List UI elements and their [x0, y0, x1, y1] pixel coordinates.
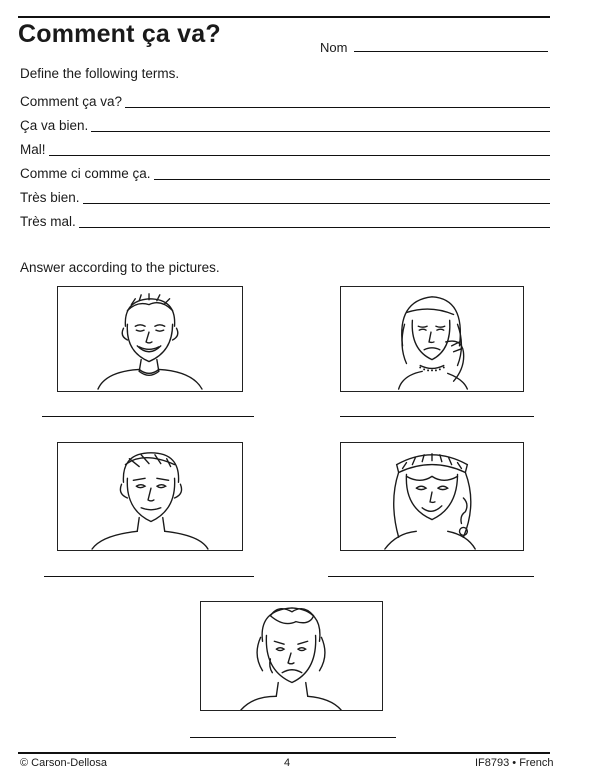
term-answer-line[interactable]: [49, 155, 550, 156]
term-answer-line[interactable]: [79, 227, 550, 228]
term-answer-line[interactable]: [83, 203, 550, 204]
term-label: Ça va bien.: [20, 118, 89, 133]
picture-frame: [340, 442, 524, 551]
picture-frame: [340, 286, 524, 392]
term-answer-line[interactable]: [154, 179, 550, 180]
smiling-boy-icon: [58, 287, 242, 391]
picture-answer-line[interactable]: [42, 416, 254, 417]
term-label: Comme ci comme ça.: [20, 166, 151, 181]
pictures-instruction: Answer according to the pictures.: [20, 260, 220, 275]
name-label: Nom: [320, 40, 348, 55]
publisher-credit: © Carson-Dellosa: [20, 757, 107, 769]
picture-answer-line[interactable]: [340, 416, 534, 417]
term-label: Comment ça va?: [20, 94, 123, 109]
picture-frame: [57, 442, 243, 551]
term-row: [20, 93, 550, 109]
page-number: 4: [284, 757, 291, 769]
neutral-man-icon: [58, 443, 242, 550]
term-row: [20, 165, 550, 181]
page-title: Comment ça va?: [18, 20, 221, 48]
picture-frame: [200, 601, 383, 711]
term-answer-line[interactable]: [125, 107, 550, 108]
term-row: [20, 117, 550, 133]
term-label: Très bien.: [20, 190, 80, 205]
define-instruction: Define the following terms.: [20, 66, 180, 81]
term-row: [20, 141, 550, 157]
top-rule: [18, 16, 550, 18]
picture-answer-line[interactable]: [328, 576, 534, 577]
name-field[interactable]: [354, 51, 548, 52]
sad-girl-icon: [341, 287, 523, 391]
product-code: IF8793 • French: [475, 757, 554, 769]
cheerful-girl-icon: [341, 443, 523, 550]
upset-woman-icon: [201, 602, 382, 710]
term-row: [20, 189, 550, 205]
picture-frame: [57, 286, 243, 392]
footer-rule: [18, 752, 550, 754]
picture-answer-line[interactable]: [190, 737, 396, 738]
term-answer-line[interactable]: [91, 131, 550, 132]
term-label: Très mal.: [20, 214, 76, 229]
picture-answer-line[interactable]: [44, 576, 254, 577]
term-row: [20, 213, 550, 229]
term-label: Mal!: [20, 142, 46, 157]
